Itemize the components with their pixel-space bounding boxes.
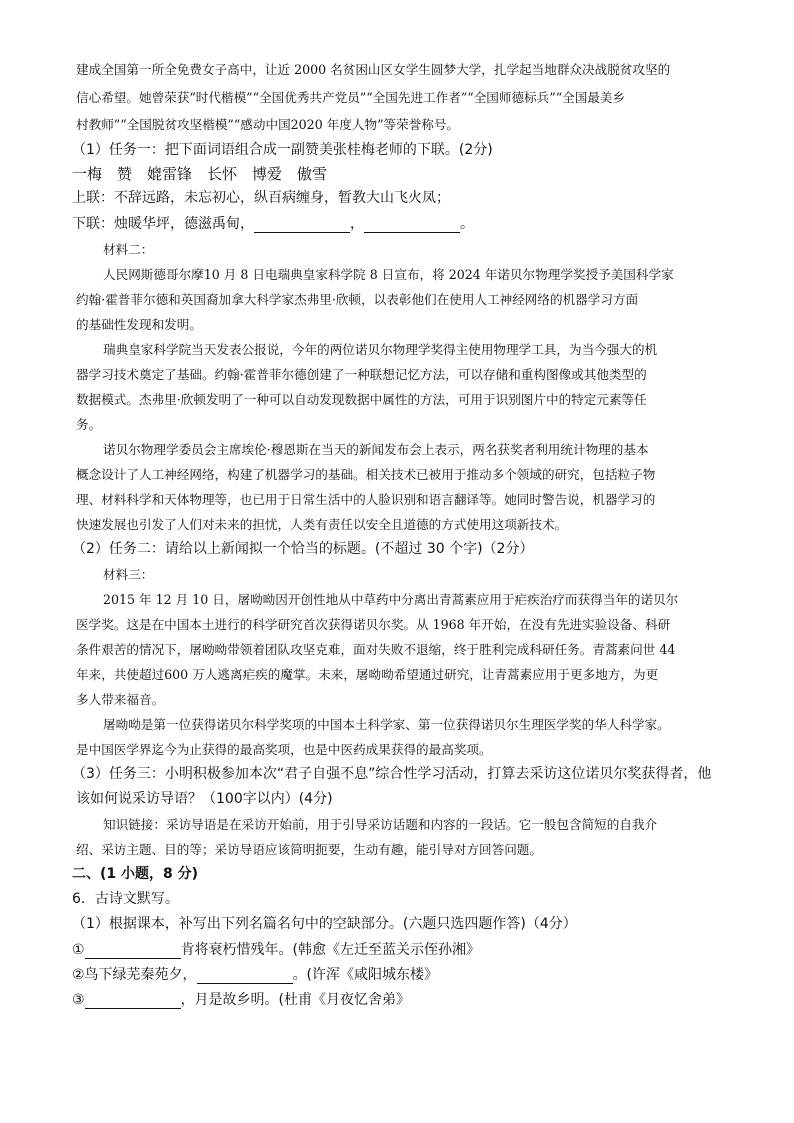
task3-question-line-2: 该如何说采访导语？（100字以内）(4分) — [76, 791, 333, 807]
item-text: ，月是故乡明。(杜甫《月夜忆舍弟》 — [180, 992, 411, 1008]
material2-title: 材料二： — [103, 242, 154, 257]
material2-line: 数据模式。杰弗里·欣顿发明了一种可以自动发现数据中属性的方法，可用于识别图片中的特定元素等任 — [76, 392, 647, 407]
task2-question: （2）任务二：请给以上新闻拟一个恰当的标题。(不超过 30 个字)（2分） — [72, 541, 534, 557]
task1-upper-couplet: 上联：不辞远路，未忘初心，纵百病缠身，暂教大山飞火凤； — [72, 190, 450, 206]
material2-line: 的基础性发现和发明。 — [76, 317, 202, 332]
answer-blank-3[interactable] — [85, 944, 181, 959]
q6-title: 6．古诗文默写。 — [72, 891, 179, 907]
material3-line: 多人带来福音。 — [76, 692, 165, 707]
material3-line: 医学奖。这是在中国本土进行的科学研究首次获得诺贝尔奖。从 1968 年开始，在没有先进实验设备、科研 — [76, 617, 671, 632]
item-number: ③ — [72, 992, 85, 1008]
material3-line: 屠呦呦是第一位获得诺贝尔科学奖项的中国本土科学家、第一位获得诺贝尔生理医学奖的华人科学家。 — [103, 717, 670, 732]
intro-line-1: 建成全国第一所全免费女子高中，让近 2000 名贫困山区女学生圆梦大学，扎学起当地群众决战脱贫攻坚的 — [76, 62, 671, 77]
item-prefix: ②鸟下绿芜秦苑夕， — [72, 967, 197, 983]
item-number: ① — [72, 942, 85, 958]
q6-item-2 — [72, 967, 438, 984]
task1-question: （1）任务一：把下面词语组合成一副赞美张桂梅老师的下联。(2分) — [72, 142, 493, 158]
material3-line: 条件艰苦的情况下，屠呦呦带领着团队攻坚克难，面对失败不退缩，终于胜利完成科研任务。青蒿素问世 44 — [76, 642, 676, 657]
material3-line: 年来，共使超过600 万人逃离疟疾的魔掌。未来，屠呦呦希望通过研究，让青蒿素应用于更多地方，为更 — [76, 667, 659, 682]
material2-line: 器学习技术奠定了基础。约翰·霍普菲尔德创建了一种联想记忆方法，可以存储和重构图像或其他类型的 — [76, 367, 647, 382]
answer-blank-5[interactable] — [85, 994, 181, 1009]
answer-blank-2[interactable] — [364, 218, 460, 233]
item-text: 。(许浑《咸阳城东楼》 — [292, 967, 439, 983]
material2-line: 人民网斯德哥尔摩10 月 8 日电瑞典皇家科学院 8 日宣布，将 2024 年诺贝尔物理学奖授予美国科学家 — [103, 267, 674, 282]
intro-line-2: 信心希望。她曾荣获“时代楷模”“全国优秀共产党员”“全国先进工作者”“全国师德标兵”“全国最美乡 — [76, 90, 626, 105]
material2-line: 诺贝尔物理学委员会主席埃伦·穆恩斯在当天的新闻发布会上表示，两名获奖者利用统计物理的基本 — [103, 442, 649, 457]
material3-title: 材料三： — [103, 567, 154, 582]
material2-line: 务。 — [76, 417, 102, 432]
material2-line: 瑞典皇家科学院当天发表公报说，今年的两位诺贝尔物理学奖得主使用物理学工具，为当今强大的机 — [103, 342, 658, 357]
q6-item-1 — [72, 942, 480, 959]
material2-line: 概念设计了人工神经网络，构建了机器学习的基础。相关技术已被用于推动多个领域的研究，包括粒子物 — [76, 467, 656, 482]
lower-couplet-period: 。 — [460, 216, 474, 232]
material2-line: 快速发展也引发了人们对未来的担忧，人类有责任以安全且道德的方式使用这项新技术。 — [76, 517, 568, 532]
lower-couplet-comma: ， — [350, 216, 364, 232]
task1-words: 一梅 赞 媲雷锋 长怀 博爱 傲雪 — [72, 165, 328, 183]
lower-couplet-prefix: 下联：烛暖华坪，德滋禹甸， — [72, 216, 254, 232]
section-heading: 二、(1 小题，8 分) — [72, 866, 199, 882]
task1-lower-couplet — [72, 216, 474, 233]
material3-line: 2015 年 12 月 10 日，屠呦呦因开创性地从中草药中分离出青蒿素应用于疟疾治疗而获得当年的诺贝尔 — [103, 592, 679, 607]
answer-blank-1[interactable] — [254, 218, 350, 233]
q6-sub1: （1）根据课本，补写出下列名篇名句中的空缺部分。(六题只选四题作答)（4分） — [72, 916, 577, 932]
item-text: 肯将衰朽惜残年。(韩愈《左迁至蓝关示侄孙湘》 — [180, 942, 481, 958]
intro-line-3: 村教师”“全国脱贫攻坚楷模”“感动中国2020 年度人物”等荣誉称号。 — [76, 117, 460, 132]
material2-line: 理、材料科学和天体物理等，也已用于日常生活中的人脸识别和语言翻译等。她同时警告说，机器学习的 — [76, 492, 656, 507]
knowledge-link-line-2: 绍、采访主题、目的等；采访导语应该简明扼要，生动有趣，能引导对方回答问题。 — [76, 842, 542, 857]
material2-line: 约翰·霍普菲尔德和英国裔加拿大科学家杰弗里·欣顿，以表彰他们在使用人工神经网络的机器学习方面 — [76, 292, 639, 307]
material3-line: 是中国医学界迄今为止获得的最高奖项，也是中医药成果获得的最高奖项。 — [76, 742, 492, 757]
q6-item-3 — [72, 992, 410, 1009]
knowledge-link-line-1: 知识链接：采访导语是在采访开始前，用于引导采访话题和内容的一段话。它一般包含简短的自我介 — [103, 817, 658, 832]
task3-question-line-1: （3）任务三：小明积极参加本次“君子自强不息”综合性学习活动，打算去采访这位诺贝尔奖获得者，他 — [72, 766, 712, 782]
answer-blank-4[interactable] — [197, 969, 293, 984]
